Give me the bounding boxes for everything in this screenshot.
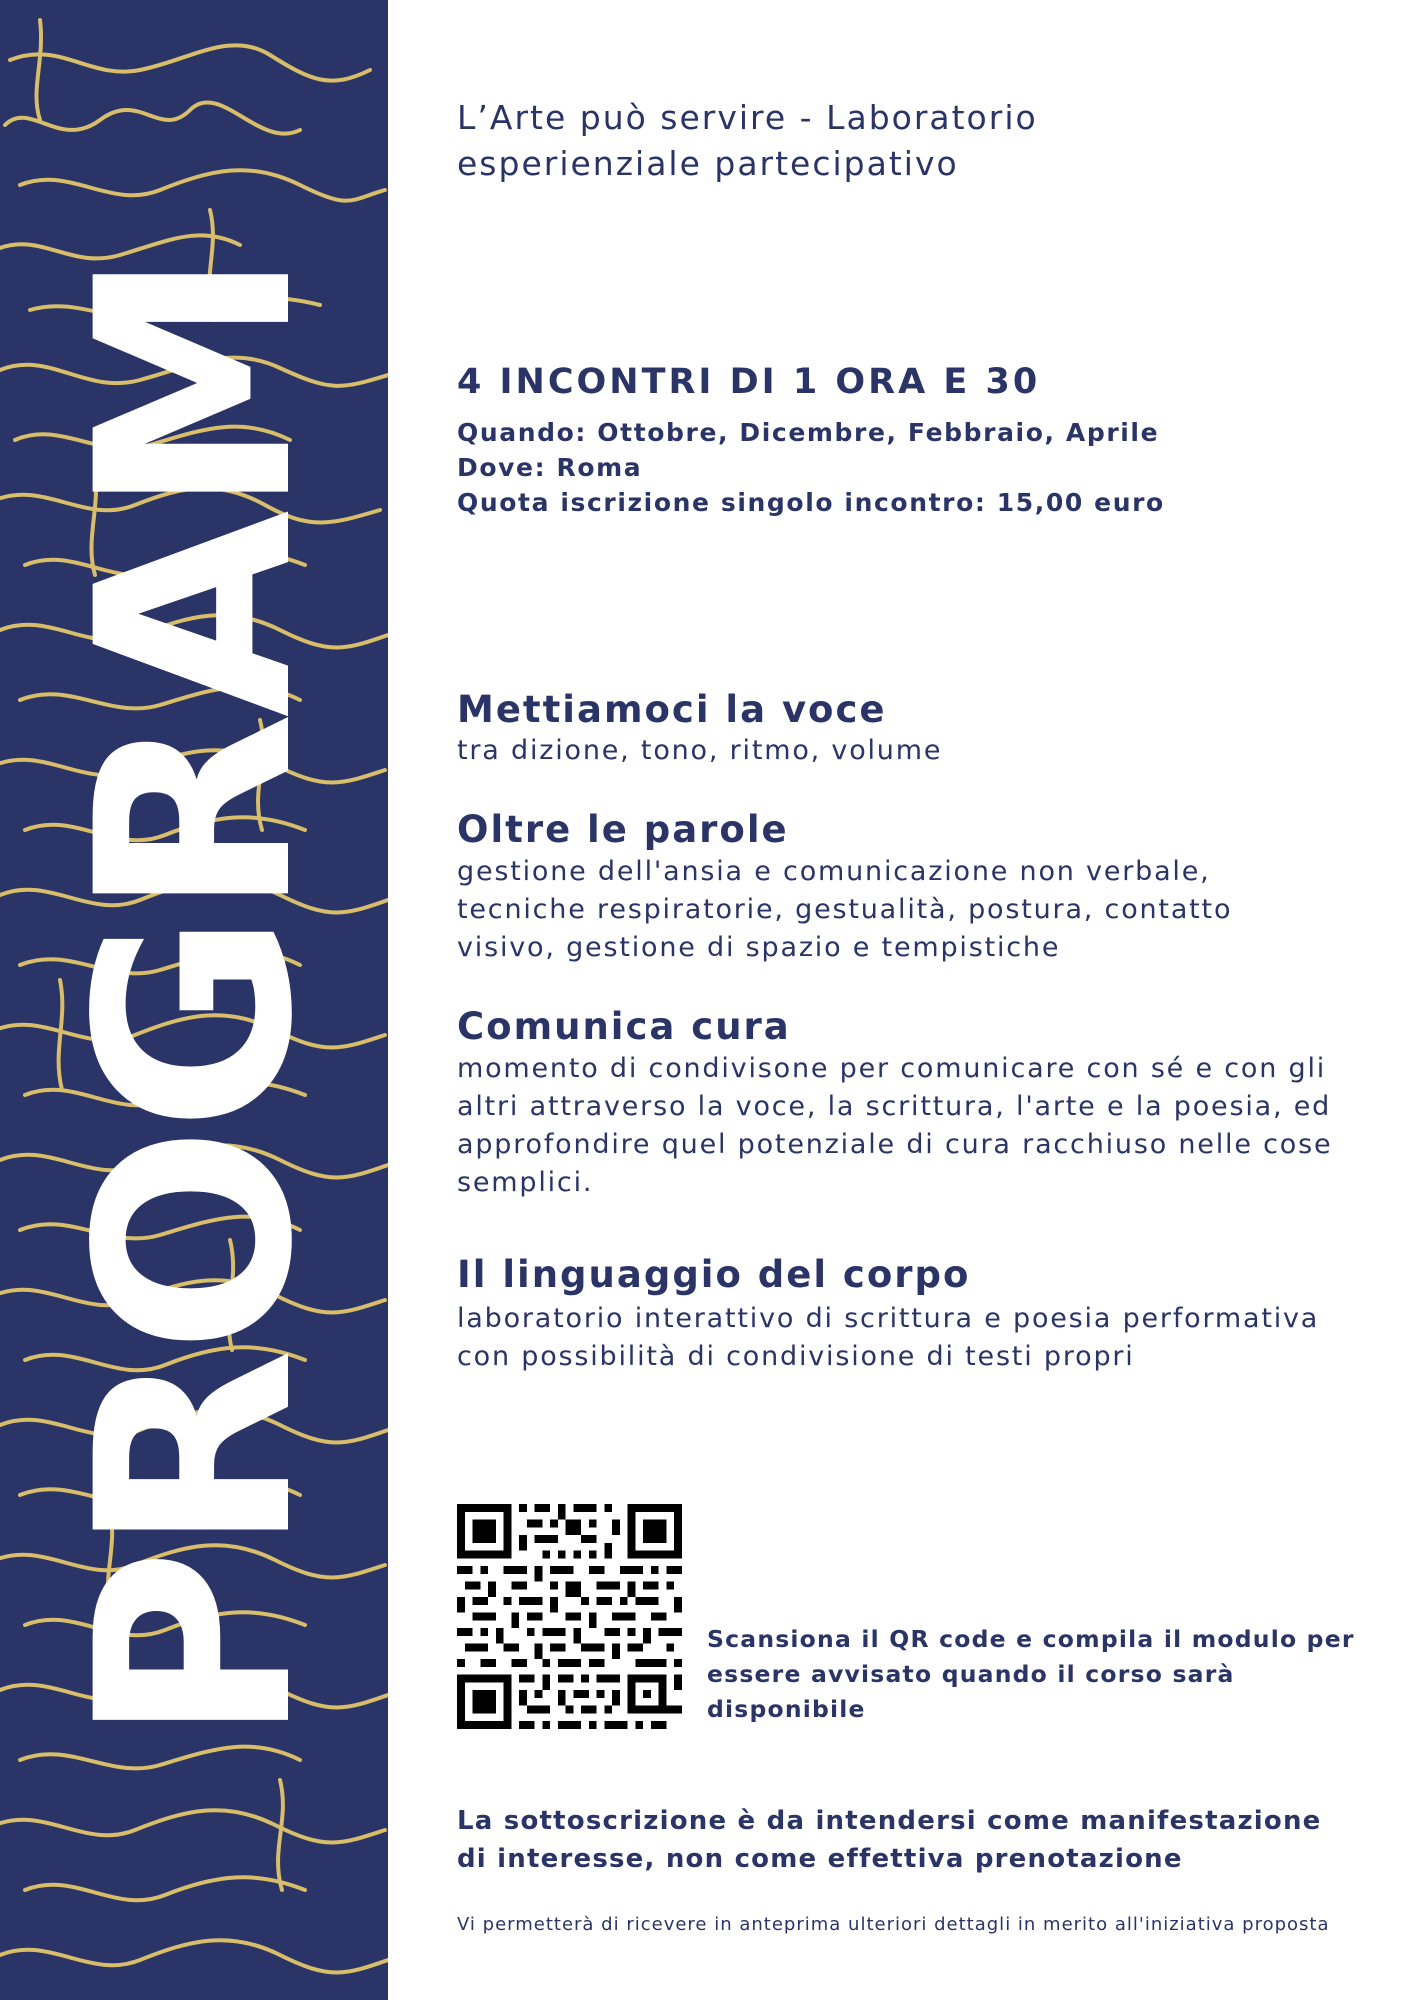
section-title-cura: Comunica cura [457, 1005, 791, 1048]
info-when: Quando: Ottobre, Dicembre, Febbraio, Aprile [457, 418, 1160, 447]
section-desc-voce: tra dizione, tono, ritmo, volume [457, 735, 943, 766]
section-desc-corpo: laboratorio interattivo di scrittura e poesia performativa con possibilità di condivisione di testi propri [457, 1303, 1320, 1372]
qr-instruction: Scansiona il QR code e compila il modulo per essere avvisato quando il corso sarà disponibile [707, 1625, 1355, 1723]
section-desc-cura: momento di condivisone per comunicare con sé e con gli altri attraverso la voce, la scrittura, l'arte e la poesia, ed approfondire quel potenziale di cura racchiuso nelle cose semplici. [457, 1053, 1333, 1198]
section-title-voce: Mettiamoci la voce [457, 688, 887, 731]
footnote: Vi permetterà di ricevere in anteprima ulteriori dettagli in merito all'iniziativa proposta [457, 1914, 1330, 1935]
qr-code-icon[interactable] [457, 1504, 682, 1729]
info-fee: Quota iscrizione singolo incontro: 15,00 euro [457, 488, 1165, 517]
program-title: PROGRAM [40, 255, 352, 1745]
section-title-parole: Oltre le parole [457, 808, 789, 851]
section-title-corpo: Il linguaggio del corpo [457, 1253, 971, 1296]
subscription-notice: La sottoscrizione è da intendersi come manifestazione di interesse, non come effettiva prenotazione [457, 1806, 1322, 1874]
info-where: Dove: Roma [457, 453, 643, 482]
side-panel [0, 0, 388, 2000]
section-desc-parole: gestione dell'ansia e comunicazione non verbale, tecniche respiratorie, gestualità, postura, contatto visivo, gestione di spazio e tempistiche [457, 856, 1233, 963]
page-subtitle: L’Arte può servire - Laboratorio esperienziale partecipativo [457, 98, 1038, 183]
info-heading: 4 INCONTRI DI 1 ORA E 30 [457, 362, 1041, 402]
